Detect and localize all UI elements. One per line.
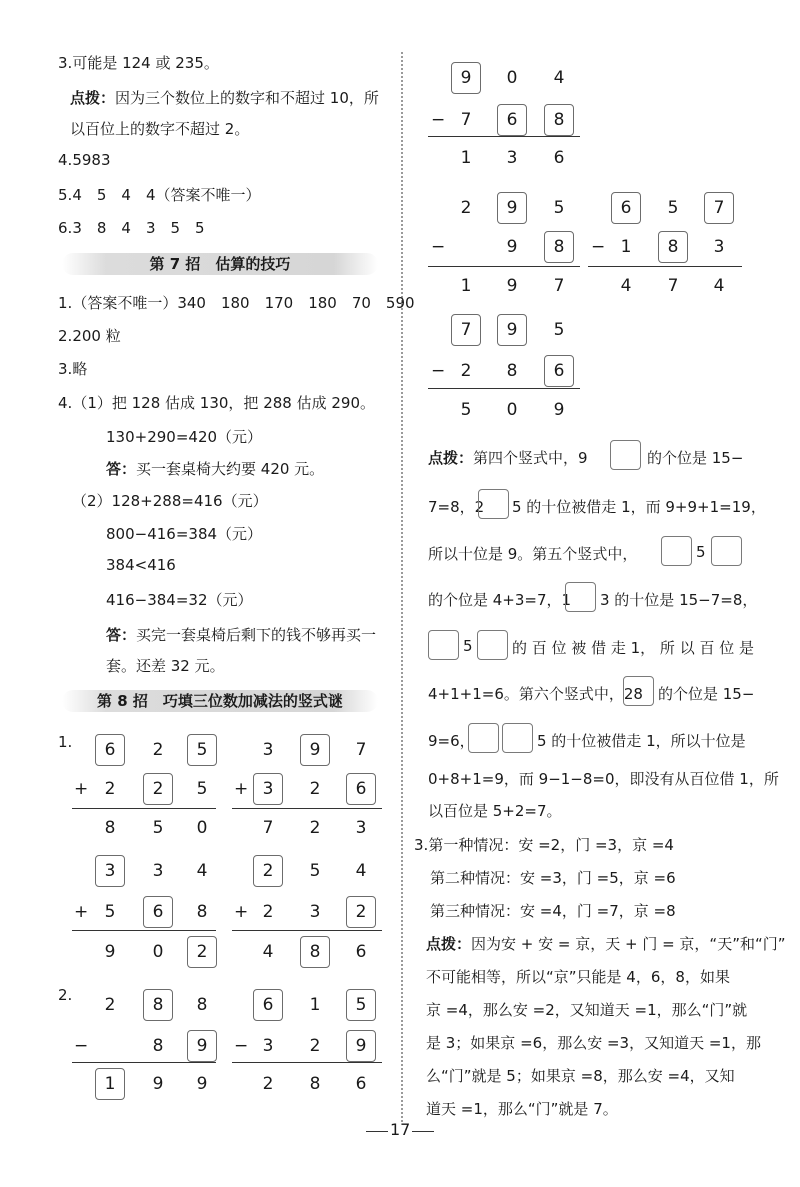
- s7-answer-3: 3.略: [58, 360, 88, 378]
- digit: 1: [460, 148, 472, 168]
- s7-calc-2: （2）128+288=416（元）: [72, 492, 268, 510]
- digit: 2: [262, 1074, 274, 1094]
- q3-hint-line-6: 道天 =1，那么“门”就是 7。: [426, 1100, 618, 1118]
- hint-line-2-start: 7=8，2: [428, 498, 485, 516]
- digit: 2: [104, 779, 116, 799]
- digit: 8: [196, 995, 208, 1015]
- digit: 8: [196, 902, 208, 922]
- section-7-heading: 第 7 招 估算的技巧: [62, 253, 378, 275]
- digit: 4: [713, 276, 725, 296]
- digit: 6: [506, 110, 518, 130]
- digit: 6: [355, 779, 367, 799]
- digit: [95, 1036, 125, 1056]
- digit: 9: [506, 237, 518, 257]
- plus-sign: +: [234, 902, 249, 922]
- digit: 4: [620, 276, 632, 296]
- digit: 8: [553, 237, 565, 257]
- digit: 9: [506, 276, 518, 296]
- s7-answer-b: 答：买完一套桌椅后剩下的钱不够再买一: [106, 626, 377, 644]
- digit: 3: [262, 779, 274, 799]
- sum-line: [588, 266, 742, 267]
- digit: 6: [355, 942, 367, 962]
- digit: 5: [553, 198, 565, 218]
- digit: 9: [506, 320, 518, 340]
- digit: 8: [309, 1074, 321, 1094]
- empty-box: [428, 630, 459, 660]
- answer-5: 5.4 5 4 4（答案不唯一）: [58, 186, 261, 204]
- digit: 2: [460, 361, 472, 381]
- digit: 7: [262, 818, 274, 838]
- digit: 6: [553, 148, 565, 168]
- digit: 4: [262, 942, 274, 962]
- digit: 9: [506, 198, 518, 218]
- digit: 5: [152, 818, 164, 838]
- digit: 2: [460, 198, 472, 218]
- hint-3: 点拨：因为三个数位上的数字和不超过 10，所: [70, 89, 379, 107]
- digit: 2: [152, 740, 164, 760]
- digit: 1: [620, 237, 632, 257]
- digit: 2: [262, 902, 274, 922]
- s7-answer-4: 4.（1）把 128 估成 130，把 288 估成 290。: [58, 394, 375, 412]
- digit: 8: [152, 1036, 164, 1056]
- digit: 8: [553, 110, 565, 130]
- digit: 6: [553, 361, 565, 381]
- empty-box: [711, 536, 742, 566]
- page-number-dash-right: [412, 1131, 434, 1132]
- digit: 6: [104, 740, 116, 760]
- empty-box: [477, 630, 508, 660]
- q3-case-1: 3.第一种情况：安 =2，门 =3，京 =4: [414, 836, 674, 854]
- digit: 2: [355, 902, 367, 922]
- digit: 9: [104, 942, 116, 962]
- hint-line-7-start: 9=6，: [428, 732, 475, 750]
- digit: 4: [553, 68, 565, 88]
- sum-line: [428, 388, 580, 389]
- hint-line-6-end: 的个位是 15−: [658, 685, 755, 703]
- digit: 9: [460, 68, 472, 88]
- digit: 5: [667, 198, 679, 218]
- digit: 5: [553, 320, 565, 340]
- digit: 3: [355, 818, 367, 838]
- digit: 3: [506, 148, 518, 168]
- q3-hint-line-4: 是 3；如果京 =6，那么安 =3，又知道天 =1，那: [426, 1034, 761, 1052]
- digit: 9: [553, 400, 565, 420]
- digit: 6: [355, 1074, 367, 1094]
- digit: 2: [309, 818, 321, 838]
- minus-sign: −: [234, 1036, 249, 1056]
- digit: 2: [104, 995, 116, 1015]
- digit: 4: [196, 861, 208, 881]
- minus-sign: −: [74, 1036, 89, 1056]
- q3-hint-line-5: 么“门”就是 5；如果京 =8，那么安 =4，又知: [426, 1067, 735, 1085]
- answer-6: 6.3 8 4 3 5 5: [58, 219, 205, 237]
- digit: 2: [262, 861, 274, 881]
- plus-sign: +: [74, 902, 89, 922]
- digit: 8: [152, 995, 164, 1015]
- s7-calc-3: 800−416=384（元）: [106, 525, 263, 543]
- hint-3-cont: 以百位上的数字不超过 2。: [70, 120, 250, 138]
- digit: 0: [152, 942, 164, 962]
- digit: 0: [196, 818, 208, 838]
- minus-sign: −: [431, 361, 446, 381]
- s7-calc-5: 416−384=32（元）: [106, 591, 253, 609]
- plus-sign: +: [74, 779, 89, 799]
- digit: 1: [460, 276, 472, 296]
- sum-line: [428, 136, 580, 137]
- digit: 3: [262, 1036, 274, 1056]
- s8-q2-number: 2.: [58, 986, 73, 1004]
- column-divider: [401, 52, 403, 1122]
- sum-line: [232, 808, 382, 809]
- sum-line: [72, 1062, 216, 1063]
- digit: 2: [309, 779, 321, 799]
- minus-sign: −: [591, 237, 606, 257]
- digit: 2: [309, 1036, 321, 1056]
- q3-hint-line-1: 点拨：因为安 + 安 = 京，天 + 门 = 京，“天”和“门”: [426, 935, 786, 953]
- hint-line-3-start: 所以十位是 9。第五个竖式中，: [428, 545, 638, 563]
- sum-line: [72, 808, 216, 809]
- digit: 5: [196, 740, 208, 760]
- empty-box: [610, 440, 641, 470]
- digit: 6: [152, 902, 164, 922]
- digit: 5: [460, 400, 472, 420]
- digit: 4: [355, 861, 367, 881]
- digit: 6: [620, 198, 632, 218]
- empty-box: [661, 536, 692, 566]
- digit: 9: [152, 1074, 164, 1094]
- s7-answer-b-cont: 套。还差 32 元。: [106, 657, 225, 675]
- digit: [451, 237, 481, 257]
- s7-calc-1: 130+290=420（元）: [106, 428, 263, 446]
- s7-answer-1: 1.（答案不唯一）340 180 170 180 70 590: [58, 294, 415, 312]
- digit: 5: [309, 861, 321, 881]
- digit: 1: [309, 995, 321, 1015]
- sum-line: [428, 266, 580, 267]
- digit: 8: [104, 818, 116, 838]
- empty-box: [468, 723, 499, 753]
- s7-calc-4: 384<416: [106, 556, 176, 574]
- hint-line-6-start: 4+1+1=6。第六个竖式中，28: [428, 685, 643, 703]
- digit: 0: [506, 68, 518, 88]
- answer-4: 4.5983: [58, 151, 111, 169]
- hint-line-1-end: 的个位是 15−: [647, 449, 744, 467]
- hint-line-5-mid: 5: [463, 637, 473, 655]
- empty-box: [565, 582, 596, 612]
- q3-hint-line-2: 不可能相等，所以“京”只能是 4，6，8，如果: [426, 968, 730, 986]
- s7-answer-a: 答：买一套桌椅大约要 420 元。: [106, 460, 325, 478]
- hint-line-9: 以百位是 5+2=7。: [428, 802, 562, 820]
- digit: 0: [506, 400, 518, 420]
- sum-line: [72, 930, 216, 931]
- section-8-heading: 第 8 招 巧填三位数加减法的竖式谜: [62, 690, 378, 712]
- digit: 7: [460, 320, 472, 340]
- digit: 5: [196, 779, 208, 799]
- s7-answer-2: 2.200 粒: [58, 327, 121, 345]
- digit: 7: [713, 198, 725, 218]
- digit: 3: [152, 861, 164, 881]
- digit: 1: [104, 1074, 116, 1094]
- digit: 3: [309, 902, 321, 922]
- digit: 6: [262, 995, 274, 1015]
- digit: 3: [104, 861, 116, 881]
- hint-line-8: 0+8+1=9，而 9−1−8=0，即没有从百位借 1，所: [428, 770, 779, 788]
- empty-box: [478, 489, 509, 519]
- hint-line-1: 点拨：第四个竖式中，9: [428, 449, 588, 467]
- digit: 5: [355, 995, 367, 1015]
- digit: 8: [309, 942, 321, 962]
- empty-box: [502, 723, 533, 753]
- digit: 9: [355, 1036, 367, 1056]
- plus-sign: +: [234, 779, 249, 799]
- digit: 7: [355, 740, 367, 760]
- digit: 9: [196, 1074, 208, 1094]
- digit: 9: [196, 1036, 208, 1056]
- digit: 7: [667, 276, 679, 296]
- minus-sign: −: [431, 110, 446, 130]
- page-number: 17: [390, 1120, 411, 1139]
- digit: 3: [713, 237, 725, 257]
- q3-case-3: 第三种情况：安 =4，门 =7，京 =8: [430, 902, 676, 920]
- digit: 9: [309, 740, 321, 760]
- answer-3: 3.可能是 124 或 235。: [58, 54, 219, 72]
- s8-q1-number: 1.: [58, 733, 73, 751]
- digit: 5: [104, 902, 116, 922]
- hint-line-2-end: 5 的十位被借走 1，而 9+9+1=19，: [512, 498, 766, 516]
- digit: 8: [667, 237, 679, 257]
- hint-line-4-start: 的个位是 4+3=7，1: [428, 591, 572, 609]
- digit: 3: [262, 740, 274, 760]
- sum-line: [232, 930, 382, 931]
- digit: 8: [506, 361, 518, 381]
- empty-box: [623, 676, 654, 706]
- hint-line-5-end: 的 百 位 被 借 走 1， 所 以 百 位 是: [512, 639, 754, 657]
- page-number-dash-left: [366, 1131, 388, 1132]
- sum-line: [232, 1062, 382, 1063]
- digit: 2: [196, 942, 208, 962]
- hint-line-4-end: 3 的十位是 15−7=8，: [600, 591, 758, 609]
- q3-hint-line-3: 京 =4，那么安 =2，又知道天 =1，那么“门”就: [426, 1001, 748, 1019]
- digit: 2: [152, 779, 164, 799]
- minus-sign: −: [431, 237, 446, 257]
- hint-line-3-mid: 5: [696, 543, 706, 561]
- hint-line-7-end: 5 的十位被借走 1，所以十位是: [537, 732, 746, 750]
- digit: 7: [460, 110, 472, 130]
- digit: 7: [553, 276, 565, 296]
- q3-case-2: 第二种情况：安 =3，门 =5，京 =6: [430, 869, 676, 887]
